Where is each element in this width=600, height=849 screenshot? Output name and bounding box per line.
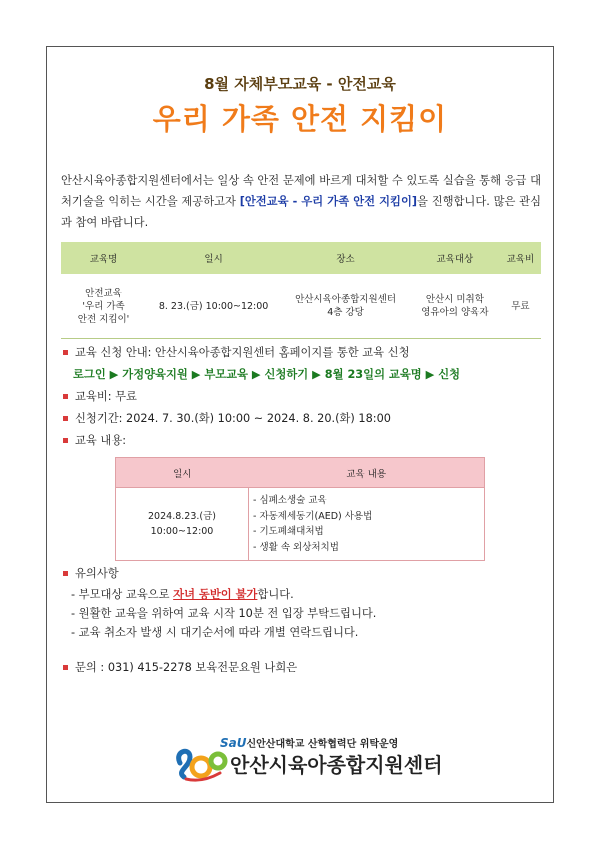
bullet-icon [63, 350, 68, 355]
apply-text: 교육 신청 안내: 안산시육아종합지원센터 홈페이지를 통한 교육 신청 [75, 346, 410, 359]
page-subtitle: 8월 자체부모교육 - 안전교육 [204, 75, 396, 93]
cell-name [61, 274, 146, 339]
apply-info [61, 344, 410, 360]
center-logo [172, 735, 442, 780]
intro-text-before: 안산시육아종합지원센터에서는 일상 속 안전 문제에 바르게 대처할 수 있도록 실습을 통해 응급 대처기술을 익히는 시간을 제공하고자 [61, 174, 541, 208]
logo-sau-mark: SaU [220, 736, 247, 750]
note-line [71, 586, 294, 602]
cell-line: 4층 강당 [327, 307, 364, 318]
cell-line: '우리 가족 [82, 300, 125, 312]
contact-text: 문의 : 031) 415-2278 보육전문요원 나희은 [75, 661, 298, 674]
list-item: - 기도폐쇄대처법 [253, 526, 324, 537]
cell-line: 10:00~12:00 [150, 526, 214, 537]
header-cell: 일시 [146, 242, 281, 274]
content-table [115, 457, 485, 561]
period-text: 신청기간: 2024. 7. 30.(화) 10:00 ~ 2024. 8. 20.(화) 18:00 [75, 412, 391, 425]
bullet-icon [63, 416, 68, 421]
bullet-icon [63, 394, 68, 399]
bullet-icon [63, 665, 68, 670]
cell-line: 영유아의 양육자 [421, 307, 489, 318]
cell-fee: 무료 [500, 274, 541, 339]
contact-info [61, 659, 297, 675]
schedule-header-row [61, 242, 541, 274]
logo-top-text: 신안산대학교 산학협력단 위탁운영 [246, 739, 399, 750]
notes-label-text: 유의사항 [75, 567, 119, 580]
header-cell: 일시 [116, 458, 249, 488]
apply-path: 로그인 ▶ 가정양육지원 ▶ 부모교육 ▶ 신청하기 ▶ 8월 23일의 교육명 ▶ 신청 [73, 368, 461, 381]
cell-line: 안전교육 [85, 287, 122, 299]
note-text: 합니다. [257, 588, 294, 601]
cell-line: 안산시육아종합지원센터 [295, 294, 397, 305]
page-title: 우리 가족 안전 지킴이 [152, 102, 448, 136]
content-when [116, 488, 249, 561]
logo-top-line [220, 735, 398, 750]
intro-text-after: 을 진행합니다. 많은 관심과 참여 바랍니다. [61, 195, 541, 229]
note-text: - 부모대상 교육으로 [71, 588, 174, 601]
cell-line: 2024.8.23.(금) [148, 511, 216, 522]
intro-highlight: [안전교육 - 우리 가족 안전 지킴이] [239, 195, 418, 208]
table-row [116, 488, 485, 561]
header-cell: 교육 내용 [249, 458, 485, 488]
fee-info [61, 388, 137, 404]
note-line: - 원활한 교육을 위하여 교육 시작 10분 전 입장 부탁드립니다. [71, 607, 377, 620]
schedule-table [61, 242, 541, 339]
cell-target [410, 274, 500, 339]
list-item: - 자동제세동기(AED) 사용법 [253, 510, 373, 522]
fee-text: 교육비: 무료 [75, 390, 137, 403]
bullet-icon [63, 571, 68, 576]
period-info [61, 410, 391, 426]
cell-date: 8. 23.(금) 10:00~12:00 [146, 274, 281, 339]
cell-line: 안산시 미취학 [425, 294, 484, 305]
content-label-text: 교육 내용: [75, 434, 127, 447]
intro-paragraph [61, 170, 541, 233]
content-header-row [116, 458, 485, 488]
list-item: - 생활 속 외상처치법 [253, 541, 339, 553]
header-cell: 교육명 [61, 242, 146, 274]
table-row [61, 274, 541, 339]
cell-line: 안전 지킴이' [77, 313, 130, 325]
header-cell: 장소 [281, 242, 410, 274]
notes-label [61, 565, 119, 581]
note-warning: 자녀 동반이 불가 [173, 588, 258, 601]
cell-place [281, 274, 410, 339]
note-line: - 교육 취소자 발생 시 대기순서에 따라 개별 연락드립니다. [71, 626, 359, 639]
content-items [249, 488, 485, 561]
logo-main-text: 안산시육아종합지원센터 [230, 753, 443, 777]
bullet-icon [63, 438, 68, 443]
content-label [61, 432, 126, 448]
header-cell: 교육대상 [410, 242, 500, 274]
header-cell: 교육비 [500, 242, 541, 274]
list-item: - 심폐소생술 교육 [253, 495, 327, 506]
